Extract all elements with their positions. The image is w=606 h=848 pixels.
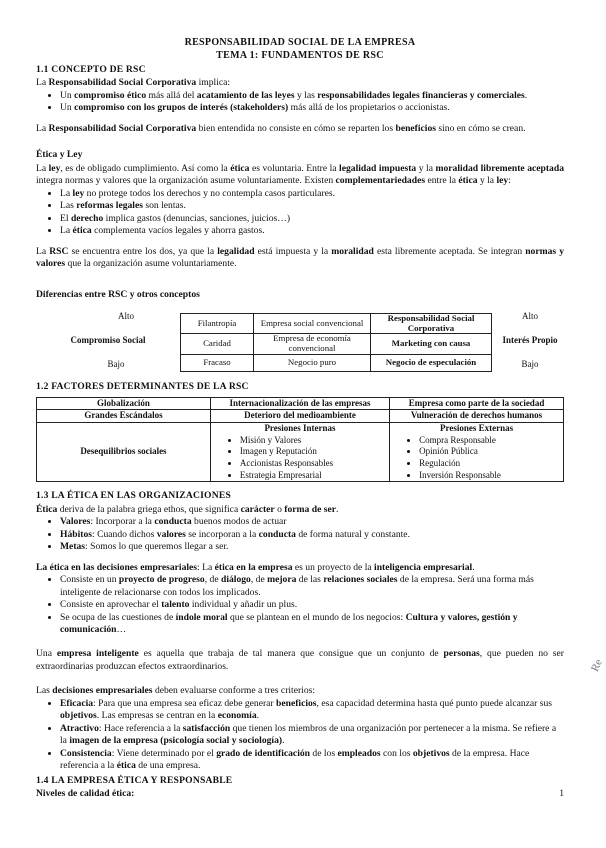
list-criterios	[36, 698, 564, 773]
list-item: • Hábitos: Cuando dichos valores se incorporan a la conducta de forma natural y constante.	[60, 529, 564, 541]
left-alto-label: Alto	[117, 311, 134, 322]
list-item: • Consiste en aprovechar el talento individual y añadir un plus.	[60, 599, 564, 611]
list-item: • Consistencia: Viene determinado por el grado de identificación de los empleados con los objetivos de la empresa. Hace referencia a la ética de una empresa.	[60, 748, 564, 773]
presiones-internas-list	[214, 435, 386, 482]
left-bajo-label: Bajo	[107, 359, 125, 370]
list-item: • Accionistas Responsables	[240, 458, 386, 470]
list-item: • Estrategia Empresarial	[240, 470, 386, 482]
section-heading-1-1: 1.1 CONCEPTO DE RSC	[36, 64, 146, 75]
list-item: • Inversión Responsable	[419, 470, 560, 482]
subheading-etica-ley: Ética y Ley	[36, 149, 83, 161]
list-item: • Las reformas legales son lentas.	[60, 200, 564, 212]
list-item: • La ética complementa vacíos legales y ahorra gastos.	[60, 225, 564, 237]
table-cell: Vulneración de derechos humanos	[390, 410, 564, 423]
list-decisiones	[36, 574, 564, 636]
paragraph-rsc-bien-entendida: La Responsabilidad Social Corporativa bien entendida no consiste en cómo se reparten los beneficios sino en cómo se crean.	[36, 122, 526, 134]
subheading-diferencias: Diferencias entre RSC y otros conceptos	[36, 288, 200, 300]
right-alto-label: Alto	[521, 311, 538, 322]
list-item: • Metas: Somos lo que queremos llegar a ser.	[60, 541, 564, 553]
presiones-externas-title: Presiones Externas	[440, 422, 514, 433]
list-item: • Un compromiso con los grupos de interés (stakeholders) más allá de los propietarios o accionistas.	[60, 102, 564, 114]
document-subtitle: TEMA 1: FUNDAMENTOS DE RSC	[216, 50, 384, 61]
section-heading-1-2: 1.2 FACTORES DETERMINANTES DE LA RSC	[36, 381, 249, 393]
table-cell: Negocio de especulación	[371, 354, 492, 371]
paragraph-decisiones: La ética en las decisiones empresariales: La ética en la empresa es un proyecto de la inteligencia empresarial.	[36, 561, 475, 573]
paragraph-etica-ley: La ley, es de obligado cumplimiento. Así como la ética es voluntaria. Entre la legalidad impuesta y la moralidad libremente aceptada integra normas y valores que la organización asume voluntariamente. Existen complementariedades entre la ética y la ley:	[36, 162, 564, 187]
table-cell: Internacionalización de las empresas	[210, 397, 389, 410]
table-cell: Globalización	[37, 397, 211, 410]
list-item: • Eficacia: Para que una empresa sea eficaz debe generar beneficios, esa capacidad determina hasta qué punto puede alcanzar sus objetivos. Las empresas se centran en la economía.	[60, 698, 564, 723]
compromiso-social-label: Compromiso Social	[70, 335, 146, 346]
table-cell	[210, 422, 389, 481]
diferencias-table	[180, 313, 492, 372]
table-row	[37, 422, 564, 481]
list-item: • Misión y Valores	[240, 435, 386, 447]
niveles-calidad-label: Niveles de calidad ética:	[36, 788, 135, 800]
presiones-internas-title: Presiones Internas	[264, 422, 336, 433]
page-number: 1	[559, 788, 564, 799]
list-item: • Imagen y Reputación	[240, 446, 386, 458]
table-cell: Negocio puro	[254, 354, 371, 371]
table-cell: Empresa como parte de la sociedad	[390, 397, 564, 410]
table-row	[181, 314, 492, 334]
factores-table	[36, 397, 564, 483]
table-cell: Caridad	[181, 334, 254, 354]
interes-propio-label: Interés Propio	[502, 335, 558, 346]
paragraph-ethos: Ética deriva de la palabra griega ethos, que significa carácter o forma de ser.	[36, 503, 339, 515]
paragraph-rsc-intro: La Responsabilidad Social Corporativa implica:	[36, 77, 231, 89]
table-cell: Desequilibrios sociales	[37, 422, 211, 481]
table-row	[181, 354, 492, 371]
list-item: • Opinión Pública	[419, 446, 560, 458]
list-item: • El derecho implica gastos (denuncias, sanciones, juicios…)	[60, 213, 564, 225]
document-title: RESPONSABILIDAD SOCIAL DE LA EMPRESA	[184, 37, 416, 48]
list-item: • Un compromiso ético más allá del acatamiento de las leyes y las responsabilidades legales financieras y comerciales.	[60, 90, 564, 102]
list-item: • La ley no protege todos los derechos y no contempla casos particulares.	[60, 188, 564, 200]
table-cell	[390, 422, 564, 481]
list-item: • Compra Responsable	[419, 435, 560, 447]
list-item: • Consiste en un proyecto de progreso, de diálogo, de mejora de las relaciones sociales de la empresa. Será una forma más inteligente de relacionarse con todos los implicados.	[60, 574, 564, 599]
right-bajo-label: Bajo	[521, 359, 539, 370]
list-ethos	[36, 516, 564, 553]
list-complementariedades	[36, 188, 564, 238]
section-heading-1-3: 1.3 LA ÉTICA EN LAS ORGANIZACIONES	[36, 490, 231, 502]
table-cell: Deterioro del medioambiente	[210, 410, 389, 423]
paragraph-criterios: Las decisiones empresariales deben evaluarse conforme a tres criterios:	[36, 685, 316, 697]
paragraph-rsc-entre-dos: La RSC se encuentra entre los dos, ya que la legalidad está impuesta y la moralidad esta libremente aceptada. Se integran normas y valores que la organización asume voluntariamente.	[36, 245, 564, 270]
table-row	[37, 397, 564, 410]
list-item: • Regulación	[419, 458, 560, 470]
list-rsc-implica	[36, 90, 564, 115]
table-cell: Grandes Escándalos	[37, 410, 211, 423]
list-item: • Se ocupa de las cuestiones de índole moral que se plantean en el mundo de los negocios: Cultura y valores, gestión y comunicación…	[60, 612, 564, 637]
document-page	[36, 36, 564, 801]
paragraph-empresa-inteligente: Una empresa inteligente es aquella que trabaja de tal manera que consigue que un conjunto de personas, que pueden no ser extraordinarias produzcan efectos extraordinarios.	[36, 648, 564, 672]
diferencias-diagram	[36, 307, 564, 379]
presiones-externas-list	[393, 435, 560, 482]
table-cell: Responsabilidad Social Corporativa	[371, 314, 492, 334]
table-cell: Empresa de economía convencional	[254, 334, 371, 354]
table-row	[181, 334, 492, 354]
watermark-text: Re	[588, 657, 605, 674]
table-cell: Filantropía	[181, 314, 254, 334]
table-cell: Fracaso	[181, 354, 254, 371]
section-heading-1-4: 1.4 LA EMPRESA ÉTICA Y RESPONSABLE	[36, 774, 233, 786]
table-cell: Empresa social convencional	[254, 314, 371, 334]
table-row	[37, 410, 564, 423]
list-item: • Atractivo: Hace referencia a la satisfacción que tienen los miembros de una organización por pertenecer a la misma. Se refiere a la imagen de la empresa (psicología social y sociología).	[60, 723, 564, 748]
list-item: • Valores: Incorporar a la conducta buenos modos de actuar	[60, 516, 564, 528]
table-cell: Marketing con causa	[371, 334, 492, 354]
